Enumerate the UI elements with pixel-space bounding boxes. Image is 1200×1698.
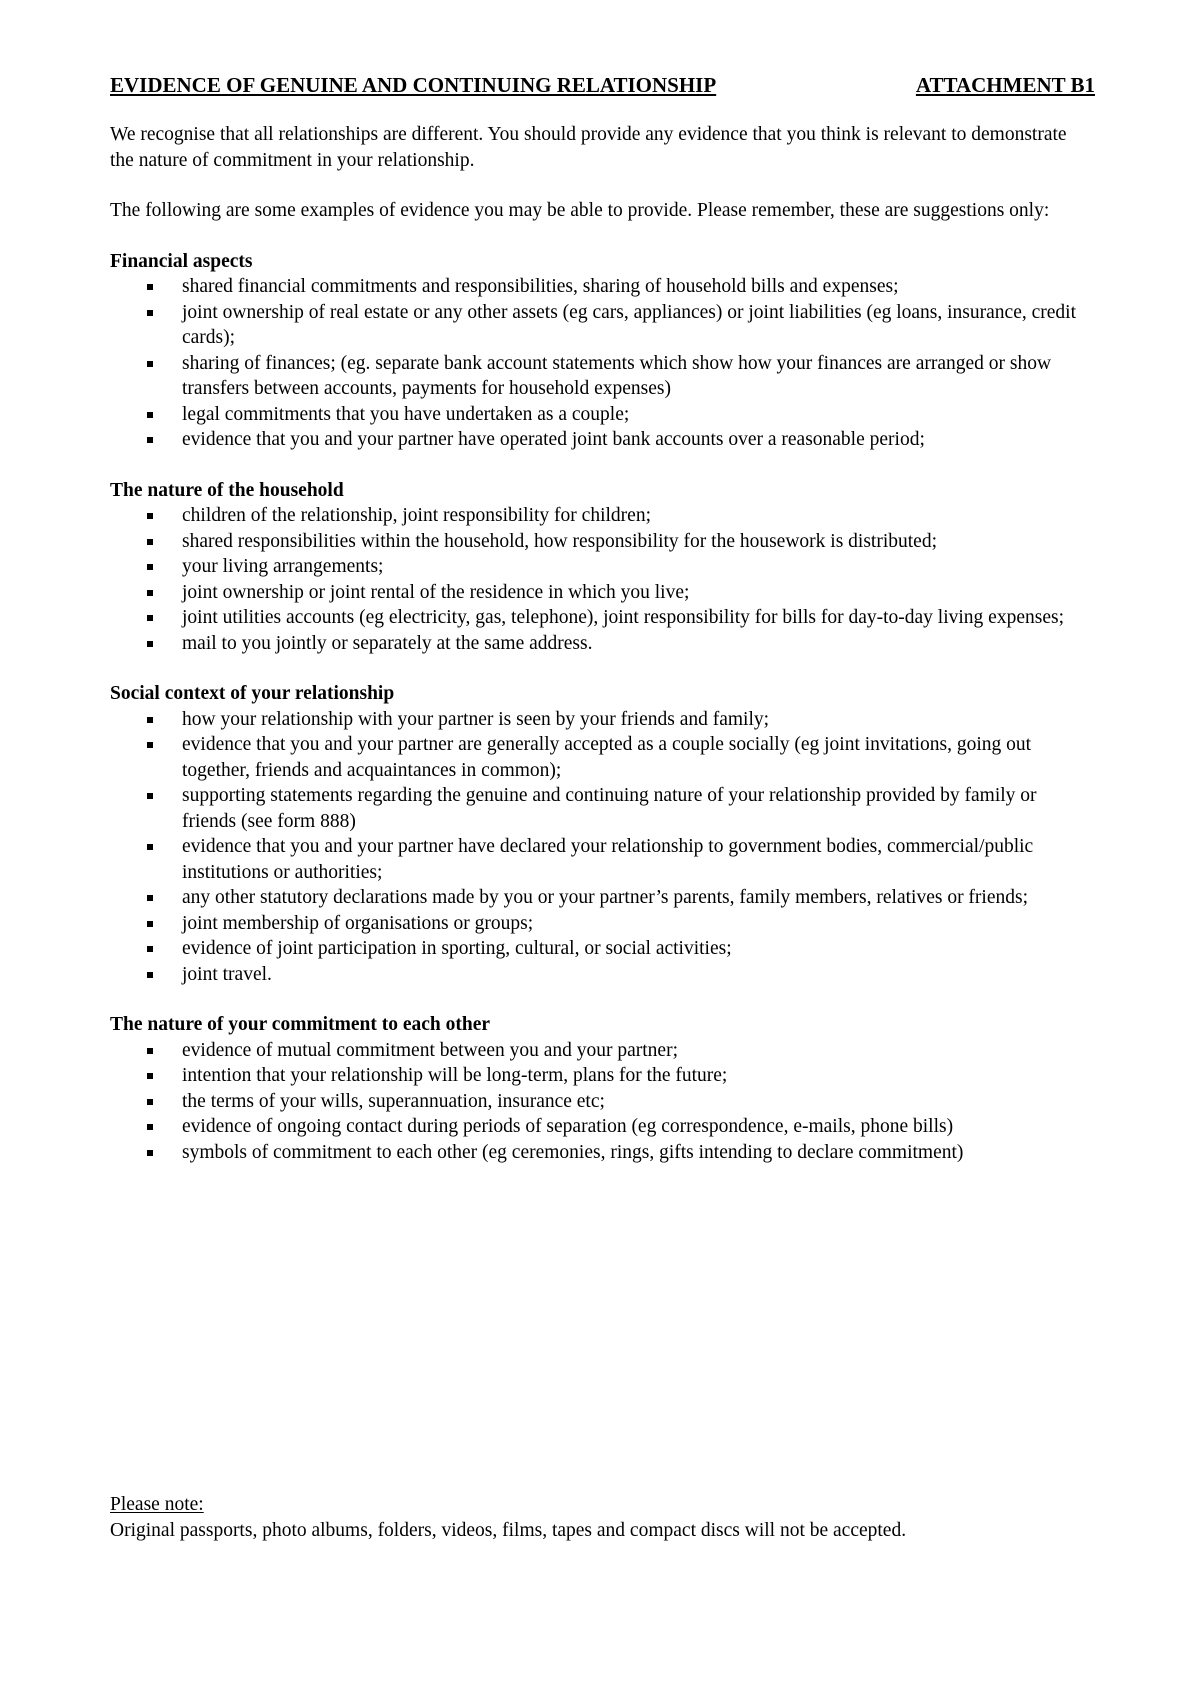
- bullet-list: [110, 1038, 1095, 1166]
- list-item-text: evidence that you and your partner are generally accepted as a couple socially (eg joint invitations, going out together, friends and acquaintances in common);: [182, 734, 1032, 781]
- list-item-text: evidence of mutual commitment between you and your partner;: [182, 1039, 679, 1061]
- list-item-text: joint utilities accounts (eg electricity, gas, telephone), joint responsibility for bills for day-to-day living expenses;: [182, 607, 1064, 628]
- square-bullet-icon: [147, 310, 153, 316]
- list-item: [110, 605, 1095, 631]
- square-bullet-icon: [147, 361, 153, 367]
- list-item: [110, 631, 1095, 657]
- square-bullet-icon: [147, 946, 153, 952]
- list-item: [110, 911, 1095, 937]
- square-bullet-icon: [147, 564, 153, 570]
- list-item: [110, 554, 1095, 580]
- square-bullet-icon: [147, 895, 153, 901]
- list-item-text: any other statutory declarations made by you or your partner’s parents, family members, relatives or friends;: [182, 887, 1029, 908]
- list-item: [110, 707, 1095, 733]
- square-bullet-icon: [147, 793, 153, 799]
- list-item: [110, 351, 1095, 402]
- list-item-text: evidence of joint participation in sporting, cultural, or social activities;: [182, 938, 732, 959]
- list-item-text: how your relationship with your partner is seen by your friends and family;: [182, 708, 770, 730]
- bullet-list: [110, 707, 1095, 988]
- list-item-text: sharing of finances; (eg. separate bank account statements which show how your finances are arranged or show transfers between accounts, payments for household expenses): [182, 352, 1052, 399]
- list-item: [110, 427, 1095, 453]
- section-heading: Financial aspects: [110, 250, 253, 272]
- list-item-text: shared responsibilities within the household, how responsibility for the housework is distributed;: [182, 530, 937, 552]
- document-title: EVIDENCE OF GENUINE AND CONTINUING RELATIONSHIP: [110, 73, 717, 97]
- list-item-text: intention that your relationship will be long-term, plans for the future;: [182, 1065, 728, 1086]
- square-bullet-icon: [147, 1099, 153, 1105]
- list-item: [110, 580, 1095, 606]
- list-item: [110, 962, 1095, 988]
- list-item-text: joint ownership of real estate or any other assets (eg cars, appliances) or joint liabilities (eg loans, insurance, credit cards);: [182, 301, 1076, 348]
- list-item: [110, 1089, 1095, 1115]
- list-item: [110, 1063, 1095, 1089]
- document-header: [110, 70, 1095, 100]
- list-item: [110, 1038, 1095, 1064]
- note-label: Please note:: [110, 1494, 204, 1515]
- square-bullet-icon: [147, 844, 153, 850]
- section-heading: The nature of the household: [110, 479, 344, 501]
- document-page: [110, 70, 1095, 1541]
- bullet-list: [110, 274, 1095, 453]
- list-item-text: the terms of your wills, superannuation, insurance etc;: [182, 1090, 605, 1112]
- list-item-text: legal commitments that you have undertaken as a couple;: [182, 403, 630, 425]
- intro-paragraph: We recognise that all relationships are different. You should provide any evidence that you think is relevant to demonstrate the nature of commitment in your relationship.: [110, 124, 1067, 171]
- bullet-list: [110, 503, 1095, 656]
- list-item-text: joint ownership or joint rental of the residence in which you live;: [182, 581, 690, 603]
- note-block: [110, 1492, 1095, 1543]
- square-bullet-icon: [147, 513, 153, 519]
- square-bullet-icon: [147, 742, 153, 748]
- list-item: [110, 783, 1095, 834]
- note-text: Original passports, photo albums, folders, videos, films, tapes and compact discs will not be accepted.: [110, 1519, 907, 1541]
- square-bullet-icon: [147, 590, 153, 596]
- list-item-text: evidence that you and your partner have operated joint bank accounts over a reasonable period;: [182, 429, 925, 450]
- list-item-text: supporting statements regarding the genuine and continuing nature of your relationship provided by family or friends (see form 888): [182, 785, 1037, 832]
- list-item-text: evidence of ongoing contact during periods of separation (eg correspondence, e-mails, phone bills): [182, 1116, 954, 1137]
- list-item: [110, 1140, 1095, 1166]
- examples-paragraph: The following are some examples of evidence you may be able to provide. Please remember, these are suggestions only:: [110, 200, 1050, 221]
- list-item: [110, 834, 1095, 885]
- square-bullet-icon: [147, 615, 153, 621]
- square-bullet-icon: [147, 972, 153, 978]
- square-bullet-icon: [147, 1048, 153, 1054]
- evidence-section: [110, 681, 1095, 987]
- list-item-text: children of the relationship, joint responsibility for children;: [182, 505, 651, 526]
- evidence-section: [110, 1012, 1095, 1165]
- attachment-label: ATTACHMENT B1: [915, 73, 1095, 97]
- list-item-text: joint membership of organisations or groups;: [182, 912, 534, 934]
- square-bullet-icon: [147, 539, 153, 545]
- square-bullet-icon: [147, 641, 153, 647]
- list-item-text: symbols of commitment to each other (eg ceremonies, rings, gifts intending to declare commitment): [182, 1141, 964, 1163]
- evidence-section: [110, 249, 1095, 453]
- list-item-text: your living arrangements;: [182, 556, 384, 577]
- evidence-sections: [110, 249, 1095, 1166]
- square-bullet-icon: [147, 412, 153, 418]
- square-bullet-icon: [147, 437, 153, 443]
- list-item: [110, 885, 1095, 911]
- section-heading: Social context of your relationship: [110, 683, 395, 704]
- list-item-text: evidence that you and your partner have declared your relationship to government bodies, commercial/public institutions or authorities;: [182, 836, 1034, 883]
- list-item: [110, 529, 1095, 555]
- section-heading: The nature of your commitment to each other: [110, 1014, 491, 1035]
- square-bullet-icon: [147, 1073, 153, 1079]
- list-item: [110, 732, 1095, 783]
- list-item: [110, 1114, 1095, 1140]
- square-bullet-icon: [147, 1124, 153, 1130]
- square-bullet-icon: [147, 1150, 153, 1156]
- list-item-text: joint travel.: [182, 963, 272, 985]
- list-item-text: mail to you jointly or separately at the same address.: [182, 632, 593, 654]
- evidence-section: [110, 478, 1095, 657]
- list-item: [110, 936, 1095, 962]
- square-bullet-icon: [147, 284, 153, 290]
- list-item: [110, 300, 1095, 351]
- list-item: [110, 503, 1095, 529]
- square-bullet-icon: [147, 921, 153, 927]
- list-item-text: shared financial commitments and responsibilities, sharing of household bills and expenses;: [182, 276, 899, 297]
- list-item: [110, 274, 1095, 300]
- list-item: [110, 402, 1095, 428]
- square-bullet-icon: [147, 717, 153, 723]
